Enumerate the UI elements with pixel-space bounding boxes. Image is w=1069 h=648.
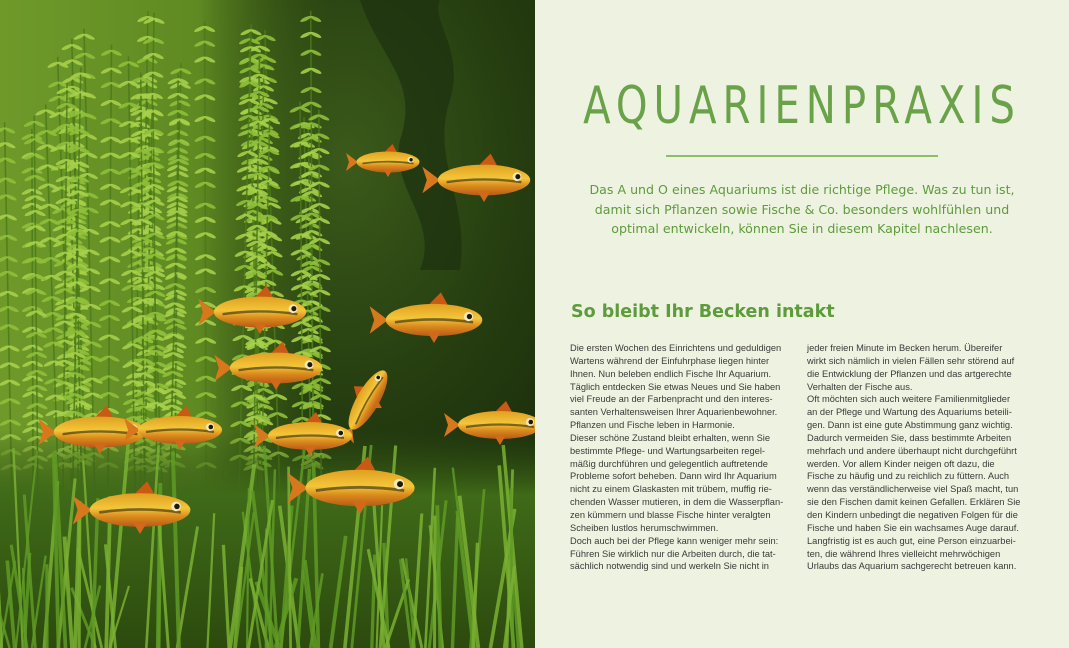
body-text-line: Verhalten der Fische aus. xyxy=(807,381,913,392)
body-text-line: viel Freude an der Farbenpracht und den interes- xyxy=(570,394,773,405)
body-text-line: bestimmte Pflege- und Wartungsarbeiten regel- xyxy=(570,445,765,456)
body-text-line: Führen Sie wirklich nur die Arbeiten durch, die tat- xyxy=(570,548,776,559)
body-text-line: Langfristig ist es auch gut, eine Person einzuarbei- xyxy=(807,535,1016,546)
body-text-line: Pflanzen und Fische leben in Harmonie. xyxy=(570,420,735,431)
body-text-line: nicht zu einem Glaskasten mit trübem, muffig rie- xyxy=(570,484,772,495)
text-page xyxy=(535,0,1069,648)
body-text-line: an der Pflege und Wartung des Aquariums beteili- xyxy=(807,407,1012,418)
body-text-line: jeder freien Minute im Becken herum. Übereifer xyxy=(807,343,1003,353)
intro-text xyxy=(585,180,1019,239)
body-text-line: chenden Wasser mutieren, in dem die Wasserpflan- xyxy=(570,497,784,508)
body-text-line: werden. Vor allem Kinder neigen oft dazu, die xyxy=(807,458,995,469)
body-text-line: Fische zu häufig und zu reichlich zu füttern. Auch xyxy=(807,471,1010,482)
intro-line: Das A und O eines Aquariums ist die richtige Pflege. Was zu tun ist, xyxy=(589,182,1015,197)
body-text-line: Urlaubs das Aquarium sachgerecht betreuen kann. xyxy=(807,561,1017,572)
body-text-line: Dieser schöne Zustand bleibt erhalten, wenn Sie xyxy=(570,432,771,443)
page-title: AQUARIENPRAXIS xyxy=(583,76,1021,136)
body-text-line: wirkt sich nämlich in vielen Fällen sehr störend auf xyxy=(807,355,1015,366)
body-text-line: Fische und haben Sie ein wachsames Auge darauf. xyxy=(807,522,1019,533)
body-text-line: Probleme sofort beheben. Dann wird Ihr Aquarium xyxy=(570,471,777,482)
body-text-line: wenn das verständlicherweise viel Spaß macht, tun xyxy=(807,484,1019,495)
fish xyxy=(370,292,483,343)
body-text-line: mäßig durchführen und gelegentlich auftretende xyxy=(570,458,768,469)
driftwood xyxy=(360,0,462,270)
body-text-line: Doch auch bei der Pflege kann weniger mehr sein: xyxy=(570,535,779,546)
body-text-line: sächlich notwendig sind und werkeln Sie nicht in xyxy=(570,561,769,572)
body-text-line: santen Verhaltensweisen Ihrer Aquarienbewohner. xyxy=(570,407,778,418)
body-text-line: zen kümmern und blasse Fische hinter veralgten xyxy=(570,509,771,520)
body-text-line: gen. Dann ist eine gute Abstimmung ganz wichtig. xyxy=(807,420,1013,431)
intro-line: damit sich Pflanzen sowie Fische & Co. besonders wohlfühlen und xyxy=(594,201,1010,217)
body-text-line: Oft möchten sich auch weitere Familienmitglieder xyxy=(807,394,1011,405)
body-text-line: Dadurch vermeiden Sie, dass bestimmte Arbeiten xyxy=(807,432,1012,443)
body-text-line: sie den Fischen damit keinen Gefallen. Erklären Sie xyxy=(807,497,1021,508)
intro-line: optimal entwickeln, können Sie in diesem Kapitel nachlesen. xyxy=(611,221,993,236)
body-column-right xyxy=(807,342,1022,573)
body-text-line: die Entwicklung der Pflanzen und das artgerechte xyxy=(807,368,1012,379)
body-text-line: ten, die während Ihres vielleicht mehrwöchigen xyxy=(807,548,1001,559)
title-divider xyxy=(666,155,938,157)
section-heading: So bleibt Ihr Becken intakt xyxy=(571,302,835,322)
body-text-line: Täglich entdecken Sie etwas Neues und Sie haben xyxy=(570,381,781,392)
body-text-line: Scheiben lustlos herumschwimmen. xyxy=(570,522,719,533)
body-text-line: Ihnen. Nun beleben endlich Fische Ihr Aquarium. xyxy=(570,368,772,379)
body-text-line: mehrfach und andere überhaupt nicht durchgeführt xyxy=(807,445,1017,456)
body-text-line: Die ersten Wochen des Einrichtens und geduldigen xyxy=(570,343,782,353)
body-text-line: den Kindern unbedingt die negativen Folgen für die xyxy=(807,509,1018,520)
body-column-left xyxy=(570,342,785,573)
body-text-line: Wartens während der Einfuhrphase liegen hinter xyxy=(570,355,770,366)
